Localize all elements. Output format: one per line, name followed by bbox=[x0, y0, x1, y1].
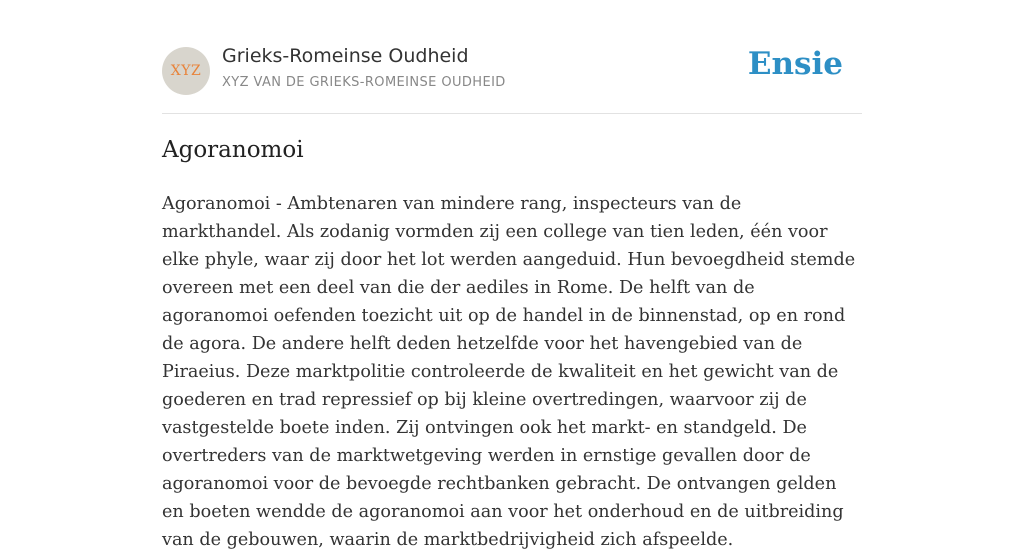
article-title: Agoranomoi bbox=[162, 137, 304, 163]
source-avatar[interactable] bbox=[162, 47, 210, 95]
header bbox=[162, 0, 862, 114]
source-title-link[interactable]: Grieks-Romeinse Oudheid bbox=[222, 45, 469, 67]
ensie-logo[interactable]: Ensie bbox=[747, 46, 843, 82]
source-subtitle: XYZ VAN DE GRIEKS-ROMEINSE OUDHEID bbox=[222, 75, 506, 90]
avatar-text: XYZ bbox=[170, 63, 202, 79]
article-body: Agoranomoi - Ambtenaren van mindere rang, inspecteurs van de markthandel. Als zodanig vormden zij een college van tien leden, één voor elke phyle, waar zij door het lot werden aangeduid. Hun bevoegdheid stemde overeen met een deel van die der aediles in Rome. De helft van de agoranomoi oefenden toezicht uit op de handel in de binnenstad, op en rond de agora. De andere helft deden hetzelfde voor het havengebied van de Piraeius. Deze marktpolitie controleerde de kwaliteit en het gewicht van de goederen en trad repressief op bij kleine overtredingen, waarvoor zij de vastgestelde boete inden. Zij ontvingen ook het markt- en standgeld. De overtreders van de marktwetgeving werden in ernstige gevallen door de agoranomoi voor de bevoegde rechtbanken gebracht. De ontvangen gelden en boeten wendde de agoranomoi aan voor het onderhoud en de uitbreiding van de gebouwen, waarin de marktbedrijvigheid zich afspeelde. bbox=[162, 194, 856, 550]
content-container bbox=[162, 0, 862, 550]
